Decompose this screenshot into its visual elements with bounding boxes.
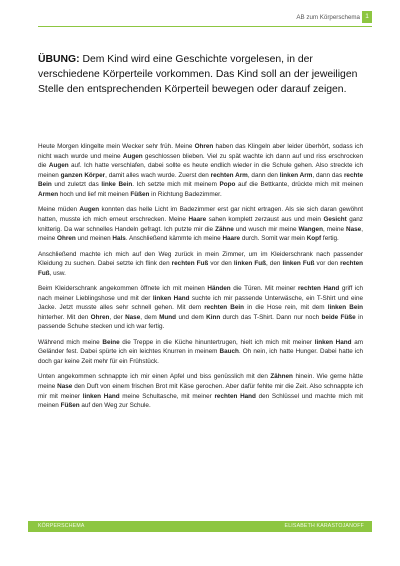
page-number-badge: 1 [362, 11, 372, 23]
body-part-term: Augen [79, 206, 100, 214]
story-text-run: in die Hose rein, mit dem [244, 304, 328, 312]
story-text-run: den Duft von einem frischen Brot mit Käse gerochen. Aber dafür fehlte mir die Zeit. Also schnappte ich mir mit meiner [38, 383, 363, 400]
body-part-term: Beine [102, 338, 120, 346]
story-text-run: in passende Schuhe stecken und ich war fertig. [38, 313, 364, 331]
story-text-run: vor den [314, 260, 341, 268]
body-part-term: Armen [38, 190, 59, 198]
story-text-run: konnten das helle Licht im Badezimmer erst gar nicht ertragen. Als sie sich daran gewöhnt hatten, musste ich mich erneut erschrecken. Meine [38, 206, 363, 223]
body-part-term: Augen [48, 162, 69, 170]
story-text-run: und wusch mir meine [233, 225, 299, 233]
body-part-term: Nase [57, 383, 73, 391]
body-part-term: rechten Bein [204, 304, 245, 312]
story-text-run: Während mich meine [38, 338, 103, 346]
story-text-run: auf den Weg zur Schule. [79, 402, 151, 410]
task-instruction [38, 53, 358, 98]
story-text-run: Unten angekommen schnappte ich mir einen Apfel und biss genüsslich mit den [38, 373, 271, 381]
body-part-term: Ohren [90, 313, 110, 321]
body-part-term: rechte Bein [38, 171, 363, 189]
body-part-term: Füßen [130, 190, 150, 198]
story-text-run: geschlossen blieben. Viel zu spät wachte ich dann auf und riss erschrocken die [38, 152, 363, 170]
story-text-run: vor den [208, 260, 234, 268]
body-part-term: Ohren [57, 235, 76, 243]
story-paragraph [38, 142, 363, 200]
story-text-run: durch. Somit war mein [240, 235, 307, 243]
body-part-term: Haare [222, 235, 241, 243]
body-part-term: Hals [112, 235, 126, 243]
body-part-term: Popo [219, 181, 236, 189]
story-text-run: . Ich setzte mich mit meinem [132, 181, 220, 189]
story-text-run: auf. Ich hatte verschlafen, dabei sollte es heute endlich wieder in die Schule gehen. Also streckte ich meinen [38, 162, 363, 179]
body-part-term: linken Fuß [282, 260, 315, 268]
footer-right-label: ELISABETH KARASTOJANOFF [284, 523, 364, 529]
story-text-run: . Oh nein, ich hatte Hunger. Dabei hatte ich doch gar keine Zeit mehr für ein Frühstück. [38, 348, 363, 366]
story-text-run: am Geländer fest. Dabei spürte ich ein leichtes Knurren in meinem [38, 338, 364, 356]
body-part-term: linken Hand [314, 338, 352, 346]
body-part-term: ganzen Körper [60, 171, 106, 179]
story-text-run: Anschließend machte ich mich auf den Weg zurück in mein Zimmer, um im Kleiderschrank nach passender Kleidung zu suchen. Dabei setzte ich flink den [38, 250, 363, 268]
story-text-run: , meine [38, 225, 363, 243]
story-text-run: ganz knitterig. Da war schnelles Handeln gefragt. Ich putzte mir die [38, 215, 363, 233]
body-part-term: linken Fuß [233, 260, 266, 268]
story-text-run: Beim Kleiderschrank angekommen öffnete ich mit meinen [38, 285, 208, 293]
body-part-term: Füßen [60, 402, 80, 410]
story-text-run: hinein. Wie gerne hätte meine [38, 373, 363, 391]
story-text-run: , dann das [312, 171, 344, 179]
body-part-term: Händen [207, 285, 231, 293]
story-paragraph [38, 205, 363, 243]
story-text-run: und meinen [75, 235, 113, 243]
header-divider [38, 26, 372, 27]
story-text-run: suchte ich mir passende Unterwäsche, ein T-Shirt und eine Jacke. Jetzt musste alles sehr schnell gehen. Mit dem [38, 294, 364, 312]
body-part-term: linken Bein [327, 304, 364, 312]
story-paragraph [38, 284, 363, 332]
story-text-run: und zuletzt das [51, 181, 102, 189]
story-text-run: durch das T-Shirt. Dann nur noch [220, 313, 322, 321]
story-text-run: , meine [322, 225, 347, 233]
story-text-run: hoch und lief mit meinen [58, 190, 131, 198]
story-text-run: , damit alles wach wurde. Zuerst den [105, 171, 211, 179]
body-part-term: Ohren [194, 143, 214, 150]
body-part-term: Mund [159, 313, 177, 321]
story-text-run: . Anschließend kämmte ich meine [125, 235, 223, 243]
story-text-run: fertig. [321, 235, 339, 243]
body-part-term: rechten Fuß [171, 260, 209, 268]
body-part-term: Augen [122, 152, 143, 160]
body-part-term: Gesicht [323, 215, 347, 223]
story-text [38, 142, 363, 417]
story-paragraph [38, 372, 363, 410]
body-part-term: Bauch [219, 348, 239, 356]
story-text-run: den Schlüssel und machte mich mit meinen [38, 392, 364, 410]
story-text-run: sahen komplett zerzaust aus und mein [206, 215, 324, 223]
body-part-term: Zähnen [270, 373, 293, 381]
body-part-term: Kinn [206, 313, 221, 321]
body-part-term: rechten Arm [210, 171, 248, 179]
body-part-term: rechten Fuß [38, 260, 364, 277]
story-text-run: die Treppe in die Küche hinuntertrugen, hielt ich mich mit meiner [119, 338, 315, 346]
header-title: AB zum Körperschema [296, 14, 360, 21]
body-part-term: rechten Hand [214, 392, 256, 400]
story-paragraph [38, 338, 363, 367]
story-paragraph [38, 250, 363, 279]
task-label: ÜBUNG: [38, 54, 80, 65]
story-text-run: , dem [140, 313, 160, 321]
body-part-term: beide Füße [321, 313, 356, 321]
story-text-run: Heute Morgen klingelte mein Wecker sehr früh. Meine [38, 143, 195, 150]
task-text: Dem Kind wird eine Geschichte vorgelesen, in der verschiedene Körperteile vorkommen. Das Kind soll an der jeweiligen Stelle den entsprechenden Körperteil bewegen oder darauf zeigen. [38, 54, 358, 95]
body-part-term: linken Arm [279, 171, 313, 179]
story-text-run: und dem [176, 313, 207, 321]
body-part-term: Wangen [298, 225, 323, 233]
story-text-run: , dann den [247, 171, 280, 179]
body-part-term: Zähne [215, 225, 234, 233]
story-text-run: , der [109, 313, 126, 321]
story-text-run: hinterher. Mit den [38, 313, 91, 321]
story-text-run: haben das Klingeln aber leider überhört, sodass ich nicht wach wurde und meine [38, 143, 363, 160]
story-text-run: die Türen. Mit meiner [230, 285, 298, 293]
footer-bar [28, 521, 372, 532]
body-part-term: linken Hand [152, 294, 190, 302]
body-part-term: Kopf [306, 235, 322, 243]
body-part-term: Haare [188, 215, 207, 223]
story-text-run: meine Schultasche, mit meiner [119, 392, 215, 400]
footer-left-label: KÖRPERSCHEMA [38, 523, 85, 529]
story-text-run: , den [265, 260, 283, 268]
body-part-term: rechten Hand [297, 285, 340, 293]
body-part-term: Nase [346, 225, 362, 233]
body-part-term: linken Hand [82, 392, 120, 400]
story-text-run: , usw. [49, 269, 66, 277]
body-part-term: Nase [125, 313, 141, 321]
story-text-run: Meine müden [38, 206, 80, 214]
story-text-run: in Richtung Badezimmer. [149, 190, 222, 198]
body-part-term: linke Bein [101, 181, 133, 189]
story-text-run: auf die Bettkante, drückte mich mit meinen [235, 181, 363, 189]
story-text-run: griff ich nach meiner Lieblingshose und mit der [38, 285, 363, 302]
